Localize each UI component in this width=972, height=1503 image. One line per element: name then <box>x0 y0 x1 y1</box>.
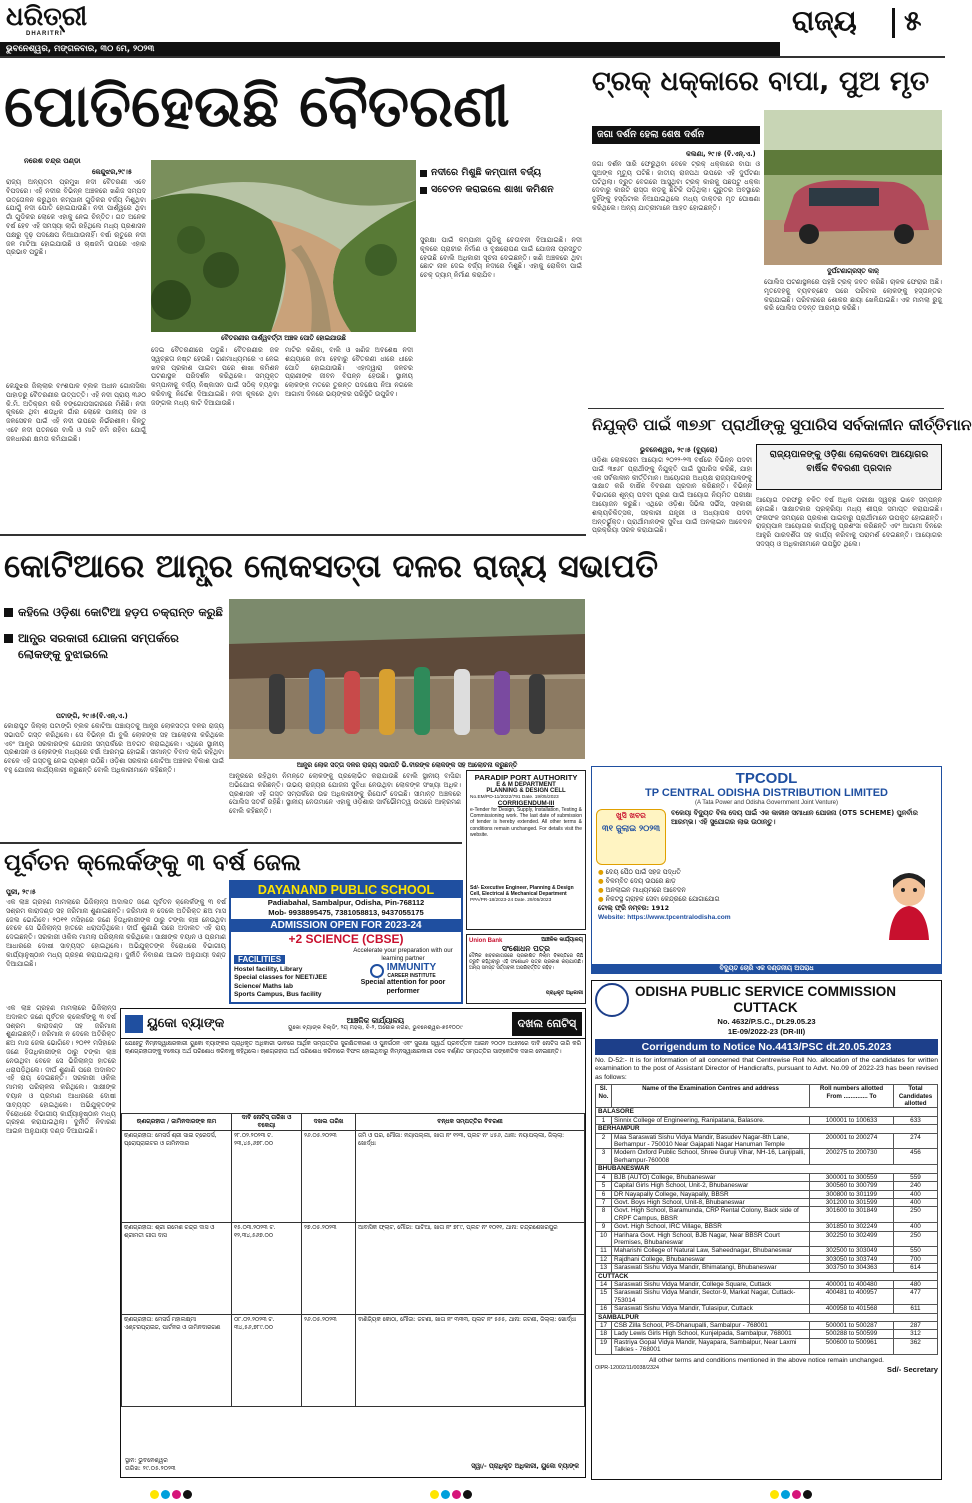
logo: ଧରିତ୍ରୀ <box>6 2 88 32</box>
immunity-logo-icon <box>370 964 384 978</box>
opsc-group-row: SAMBALPUR <box>596 1313 938 1321</box>
story5-headline: ପୂର୍ବତନ କ୍ଲେର୍କଙ୍କୁ ୩ ବର୍ଷ ଜେଲ <box>4 850 301 876</box>
table-row: 15 Saraswati Sishu Vidya Mandir, Sector-9, Markat Nagar, Cuttack-753014 400481 to 400957 477 <box>596 1289 938 1305</box>
table-row: 17 CSB Zilla School, PS-Dhanupalli, Sambalpur - 768001 500001 to 500287 287 <box>596 1322 938 1330</box>
section-name: ରାଜ୍ୟ <box>792 4 857 37</box>
page-number: ୫ <box>904 4 922 37</box>
story2-place: କଲଣା, ୨୯।୫ (ବି.ଏନ୍.ଏ.) <box>686 150 756 158</box>
story5-body: ଏକ ଲାଞ୍ଚ ଗ୍ରହଣ ମାମଲାରେ ଭିଜିଲାନ୍ସ ଅଦାଲତ ଜଣେ ପୂର୍ବତନ କ୍ଲେର୍କଙ୍କୁ ୩ ବର୍ଷ ସଶ୍ରମ କାରାଦଣ୍ଡ ସହ ଜରିମାନା ଶୁଣାଇଛନ୍ତି। ଜରିମାନା ନ ଦେଲେ ଅତିରିକ୍ତ ଛଅ ମାସ ଜେଲ ଭୋଗିବେ। ୨୦୧୧ ମସିହାରେ ଜଣେ ହିତାଧିକାରୀଙ୍କ ଠାରୁ ଟଙ୍କା ଲାଞ୍ଚ ନେଉଥିବା ବେଳେ ସେ ଭିଜିଲାନ୍ସ ହାତରେ ଧରାପଡ଼ିଥିଲେ। ଦୀର୍ଘ ଶୁଣାଣି ପରେ ଅଦାଲତ ଏହି ରାୟ ଦେଇଛନ୍ତି। ସରକାରୀ ଓକିଲ ମାମଲା ପରିଚାଳନା କରିଥିଲେ। ସାକ୍ଷୀଙ୍କ ବୟାନ ଓ ପ୍ରମାଣ ଆଧାରରେ ଦୋଷୀ ସାବ୍ୟସ୍ତ ହୋଇଥିଲେ। ଅଭିଯୁକ୍ତଙ୍କ ବିରୋଧରେ ବିଭାଗୀୟ କାର୍ଯ୍ୟାନୁଷ୍ଠାନ ମଧ୍ୟ ଗ୍ରହଣ କରାଯାଇଥିଲା। ଦୁର୍ନୀତି ନିବାରଣ ଆଇନ ଅନୁଯାୟୀ ଦଣ୍ଡ ଦିଆଯାଇଛି। <box>6 898 226 968</box>
table-row: 18 Lady Lewis Girls High School, Kunjelpada, Sambalpur, 768001 500288 to 500599 312 <box>596 1330 938 1338</box>
table-row: 5 Capital Girls High School, Unit-2, Bhubaneswar 300560 to 300799 240 <box>596 1182 938 1190</box>
table-row: 10 Harihara Govt. High School, BJB Nagar, Near BBSR Court Premises, Bhubaneswar 302250 to 302499 250 <box>596 1231 938 1247</box>
story3-body-a: ଓଡ଼ିଶା ଲୋକସେବା ଆୟୋଗ ୨୦୨୨-୨୩ ବର୍ଷରେ ବିଭିନ୍ନ ପଦବୀ ପାଇଁ ୩୭୬୮ ପ୍ରାର୍ଥୀଙ୍କୁ ନିଯୁକ୍ତି ପାଇଁ ସୁପାରିସ କରିଛି, ଯାହା ଏକ ସର୍ବକାଳୀନ କୀର୍ତ୍ତିମାନ। ଆୟୋଗର ଅଧ୍ୟକ୍ଷ ରାଜ୍ୟପାଳଙ୍କୁ ସାକ୍ଷାତ କରି ବାର୍ଷିକ ବିବରଣୀ ପ୍ରଦାନ କରିଛନ୍ତି। ବିଭିନ୍ନ ବିଭାଗରେ ଶୂନ୍ୟ ପଦବୀ ପୂରଣ ପାଇଁ ଆୟୋଗ ନିୟମିତ ପରୀକ୍ଷା ଆୟୋଜନ କରୁଛି। ଏଥିରେ ଓଡ଼ିଶା ସିଭିଲ ସର୍ଭିସ, ସହକାରୀ ଶଲ୍ୟଚିକିତ୍ସକ, ସହକାରୀ ଯନ୍ତ୍ରୀ ଓ ଅଧ୍ୟାପକ ପଦବୀ ଅନ୍ତର୍ଭୁକ୍ତ। ପ୍ରାର୍ଥୀମାନଙ୍କ ସୁବିଧା ପାଇଁ ଅନଲାଇନ ଆବେଦନ ପ୍ରକ୍ରିୟା ସରଳ କରାଯାଇଛି। <box>592 456 752 535</box>
story2-photo <box>764 110 942 265</box>
school-name: DAYANAND PUBLIC SCHOOL <box>231 882 461 898</box>
opsc-group-row: CUTTACK <box>596 1272 938 1280</box>
story2-body-a: ଜଗା ଦର୍ଶନ ସାରି ଫେରୁଥିବା ବେଳେ ଟ୍ରକ୍ ଧକ୍କାରେ ବାପା ଓ ପୁଅଙ୍କ ମୃତ୍ୟୁ ଘଟିଛି। ଜାତୀୟ ରାଜପଥ ଉପରେ ଏହି ଦୁର୍ଘଟଣା ଘଟିଥିଲା। ଦ୍ରୁତ ବେଗରେ ଆସୁଥିବା ଟ୍ରକ୍ କାରକୁ ପଛପଟୁ ଧକ୍କା ଦେବାରୁ କାରଟି ରାସ୍ତା କଡ଼କୁ ଛିଟିକି ପଡ଼ିଥିଲା। ଗୁରୁତର ଅବସ୍ଥାରେ ଦୁହିଁଙ୍କୁ ହସ୍ପିଟାଲ ନିଆଯାଇଥିଲେ ମଧ୍ୟ ଡାକ୍ତର ମୃତ ଘୋଷଣା କରିଥିଲେ। ଅନ୍ୟ ଯାତ୍ରୀମାନେ ଆହତ ହୋଇଛନ୍ତି। <box>592 160 760 212</box>
opsc-group-row: BALASORE <box>596 1108 938 1116</box>
opsc-ad: ODISHA PUBLIC SERVICE COMMISSION CUTTACK No. 4632/P.S.C., Dt.29.05.23 1E-09/2022-23 (DR-III) Corrigendum to Notice No.4413/PSC dt.20.05.2023 No. D-52:- It is for information of all concerned that Centrewise Roll No. allocation of the candidates for written examination to the post of Assistant Director of Handicrafts, pursuant to Advt. No.09 of 2022-23 has been revised as follows: Sl. No. Name of the Examination Centres and address Roll numbers allotted From .............. To Total Candidates allotted BALASORE 1 Sinnix College of Engineering, Ranipatana, Balasore. 100001 to 100633 633 BERHAMPUR 2 Maa Saraswati Sishu Vidya Mandir, Basudev Nagar-8th Lane, Berhampur - 750010 Near Gajapati Nagar Hanuman Temple 200001 to 200274 274 3 Modern Oxford Public School, Shree Guruji Vihar, NH-16, Lanjipalli, Berhampur-760008 200275 to 200730 456 BHUBANESWAR 4 BJB (AUTO) College, Bhubaneswar 300001 to 300559 559 5 Capital Girls High School, Unit-2, Bhubaneswar 300560 to 300799 240 6 DR Nayapally College, Nayapally, BBSR 300800 to 301199 400 7 Govt. Boys High School, Unit-8, Bhubaneswar 301200 to 301599 400 8 Govt. High School, Baramunda, CRP Rental Colony, Back side of CRPF Campus, BBSR 301600 to 301849 250 9 Govt. High School, IRC Village, BBSR 301850 to 302249 400 10 Harihara Govt. High School, BJB Nagar, Near BBSR Court Premises, Bhubaneswar 302250 to 302499 250 11 Maharishi College of Natural Law, Saheednagar, Bhubaneswar 302500 to 303049 550 12 Rajdhani College, Bhubaneswar 303050 to 303749 700 13 Saraswati Sishu Vidya Mandir, Bhimatangi, Bhubaneswar 303750 to 304363 614 CUTTACK 14 Saraswati Sishu Vidya Mandir, College Square, Cuttack 400001 to 400480 480 15 Saraswati Sishu Vidya Mandir, Sector-9, Markat Nagar, Cuttack-753014 400481 to 400957 477 16 Saraswati Sishu Vidya Mandir, Tulasipur, Cuttack 400958 to 401568 611 SAMBALPUR 17 CSB Zilla School, PS-Dhanupalli, Sambalpur - 768001 500001 to 500287 287 18 Lady Lewis Girls High School, Kunjelpada, Sambalpur, 768001 500288 to 500599 312 19 Rastriya Gopal Vidya Mandir, Nayapara, Sambalpur, Near Laxmi Talkies - 768001 500600 to 500961 362 All other terms and conditions mentioned in the above notice remain unchanged. OIPR-12002/11/0038/2324 Sd/- Secretary <box>591 980 942 1480</box>
story3-headline: ନିଯୁକ୍ତି ପାଇଁ ୩୭୬୮ ପ୍ରାର୍ଥୀଙ୍କୁ ସୁପାରିସ ସର୍ବକାଳୀନ କୀର୍ତ୍ତିମାନ <box>592 416 972 434</box>
uco-notice-title: ଦଖଲ ନୋଟିସ୍ <box>512 1012 582 1036</box>
dayanand-ad: DAYANAND PUBLIC SCHOOL Padiabahal, Sambalpur, Odisha, Pin-768112 Mob- 9938895475, 7381058813, 9437055175 ADMISSION OPEN FOR 2023-24 +2 SCIENCE (CBSE) FACILITIES Hostel facility, Library Special classes for NEET/JEE Science/ Maths lab Sports Campus, Bus facility Accelerate your preparation with our learning partner IMMUNITY CAREER INSTITUTE Special attention for poor performer <box>229 880 463 1004</box>
uco-ad: ୟୁକୋ ବ୍ୟାଙ୍କ ଆଞ୍ଚଳିକ କାର୍ଯ୍ୟାଳୟ ୟୁକୋ ବ୍ୟାଙ୍କ ବିଲ୍ଡିଂ, ୨ୟ ମହଲା, ବି-୨, ଅଶୋକ ନଗର, ଭୁବନେଶ୍ୱର-୭୫୧୦୦୯ ଦଖଲ ନୋଟିସ୍ ଯେହେତୁ ନିମ୍ନସ୍ୱାକ୍ଷରକାରୀ ୟୁକୋ ବ୍ୟାଙ୍କର ପ୍ରାଧିକୃତ ଅଧିକାରୀ ଭାବରେ ଆର୍ଥିକ ସମ୍ପତ୍ତିର ସୁରକ୍ଷିତକରଣ ଓ ପୁନର୍ଗଠନ ଏବଂ ସୁରକ୍ଷା ସ୍ୱାର୍ଥ ପ୍ରବର୍ତ୍ତନ ଆଇନ ୨୦୦୨ ଅଧୀନରେ ଦାବି ନୋଟିସ ଜାରି କରି ଋଣଗ୍ରହୀତାଙ୍କୁ ବକେୟା ଅର୍ଥ ପରିଶୋଧ କରିବାକୁ କହିଥିଲେ। ଋଣଗ୍ରହୀତା ଅର୍ଥ ପରିଶୋଧ କରିବାରେ ବିଫଳ ହୋଇଥିବାରୁ ନିମ୍ନସ୍ୱାକ୍ଷରକାରୀ ତଳେ ବର୍ଣ୍ଣିତ ସମ୍ପତ୍ତିର ସାଙ୍କେତିକ ଦଖଲ ନେଇଛନ୍ତି। ଋଣଗ୍ରହୀତା / ଜାମିନଦାରଙ୍କ ନାମ ଦାବି ନୋଟିସ୍ ତାରିଖ ଓ ବକେୟା ଦଖଲ ତାରିଖ ବନ୍ଧକ ସମ୍ପତ୍ତିର ବିବରଣୀ ଋଣଗ୍ରହୀତା: ମେସର୍ସ ଶ୍ରୀ ସାଇ ଟ୍ରେଡର୍ସ, ପ୍ରୋପ୍ରାଇଟର ଓ ଜାମିନଦାର ୨୮.୦୨.୨୦୨୩ ଟ. ୨୩,୪୫,୬୭୮.୦୦ ୨୬.୦୫.୨୦୨୩ ଜମି ଓ ଘର, ମୌଜା: ନୟାପଲ୍ଲୀ, ଖାତା ନଂ ୧୨୩, ପ୍ଲଟ ନଂ ୪୫୬, ଥାନା: ନୟାପଲ୍ଲୀ, ଜିଲ୍ଲା: ଖୋର୍ଦ୍ଧା ଋଣଗ୍ରହୀତା: ଶ୍ରୀ ରମେଶ ଚନ୍ଦ୍ର ଦାସ ଓ ଶ୍ରୀମତୀ ଗୀତା ଦାସ ୧୫.୦୩.୨୦୨୩ ଟ. ୧୨,୩୪,୫୬୭.୦୦ ୨୭.୦୫.୨୦୨୩ ଆବାସିକ ଫ୍ଲାଟ, ମୌଜା: ପାଟିଆ, ଖାତା ନଂ ୭୮୯, ପ୍ଲଟ ନଂ ୧୦୧୧, ଥାନା: ଚନ୍ଦ୍ରଶେଖରପୁର ଋଣଗ୍ରହୀତା: ମେସର୍ସ ମହାଲକ୍ଷ୍ମୀ ଏଣ୍ଟରପ୍ରାଇଜ, ପାର୍ଟନର ଓ ଜାମିନଦାରଗଣ ୦୮.୦୨.୨୦୨୩ ଟ. ୩୪,୫୬,୭୮୯.୦୦ ୨୬.୦୫.୨୦୨୩ ବାଣିଜ୍ୟିକ କୋଠା, ମୌଜା: ଜଟଣୀ, ଖାତା ନଂ ୩୩୩, ପ୍ଲଟ ନଂ ୫୫୫, ଥାନା: ଜଟଣୀ, ଜିଲ୍ଲା: ଖୋର୍ଦ୍ଧା ସ୍ଥାନ: ଭୁବନେଶ୍ୱର ତାରିଖ: ୨୯.୦୫.୨୦୨୩ ସ୍ୱା/- ପ୍ରାଧିକୃତ ଅଧିକାରୀ, ୟୁକୋ ବ୍ୟାଙ୍କ <box>120 1008 586 1478</box>
story4-place: ପଟାଙ୍ଗି, ୨୯।୫(ବି.ଏନ୍.ଏ.) <box>56 712 128 720</box>
section-divider <box>892 8 895 38</box>
registration-marks-mid <box>430 1484 474 1503</box>
tpcodl-point: ● ଅନଲାଇନ ମାଧ୍ୟମରେ ଆବେଦନ <box>598 886 686 894</box>
story2-caption: ଦୁର୍ଘଟଣାଗ୍ରସ୍ତ କାର୍ <box>827 267 879 275</box>
table-row: 4 BJB (AUTO) College, Bhubaneswar 300001 to 300559 559 <box>596 1173 938 1181</box>
table-row: 11 Maharishi College of Natural Law, Saheednagar, Bhubaneswar 302500 to 303049 550 <box>596 1247 938 1255</box>
opsc-title: ODISHA PUBLIC SERVICE COMMISSION <box>635 984 897 999</box>
mascot-illustration <box>877 868 941 940</box>
story1-caption: ବୈତରଣୀର ପାର୍ଶ୍ୱବର୍ତ୍ତୀ ଅଞ୍ଚଳ ପୋତି ହୋଇଯାଉଛି <box>221 334 346 342</box>
story4-headline: କୋଟିଆରେ ଆନ୍ଧ୍ର ଲୋକସତ୍ତା ଦଳର ରାଜ୍ୟ ସଭାପତି <box>4 547 659 585</box>
story4-photo <box>229 599 585 759</box>
story4-caption: ଆନ୍ଧ୍ର ଲୋକ ସତ୍ତା ଦଳର ରାଜ୍ୟ ସଭାପତି ଭି.ବୀରଙ୍କ ଲୋକଙ୍କ ସହ ଆଲୋଚନା କରୁଛନ୍ତି <box>296 761 518 769</box>
tpcodl-point: ● ବିଳମ୍ବିତ ଦେୟ ଉପରେ ଛାଡ଼ <box>598 877 676 885</box>
table-row: 2 Maa Saraswati Sishu Vidya Mandir, Basudev Nagar-8th Lane, Berhampur - 750010 Near Gajapati Nagar Hanuman Temple 200001 to 200274 274 <box>596 1133 938 1149</box>
table-row: 14 Saraswati Sishu Vidya Mandir, College Square, Cuttack 400001 to 400480 480 <box>596 1280 938 1288</box>
opsc-corrigendum: Corrigendum to Notice No.4413/PSC dt.20.05.2023 <box>595 1039 938 1055</box>
story1-body-b: କେନ୍ଦୁଝର ଜିଲ୍ଲାର ବାଂଶପାଳ ବ୍ଲକ ଅଧୀନ ଗୋନାସିକା ପାହାଡ଼ରୁ ବୈତରଣୀର ଉତ୍ପତ୍ତି। ଏହି ନଦୀ ପ୍ରାୟ ୩୬୦ କି.ମି. ଅତିକ୍ରମ କରି ବଙ୍ଗୋପସାଗରରେ ମିଶିଛି। ନଦୀ କୂଳରେ ଥିବା ଶତାଧିକ ଗାଁର ଲୋକେ ପାନୀୟ ଜଳ ଓ ଜଳସେଚନ ପାଇଁ ଏହି ନଦୀ ଉପରେ ନିର୍ଭରଶୀଳ। କିନ୍ତୁ ଏବେ ନଦୀ ପତନରେ ବାଲି ଓ ମାଟି ଜମି ରହିବା ଯୋଗୁଁ ଜଳଧାରଣ କ୍ଷମତା କମିଯାଇଛି। <box>6 382 146 443</box>
story3-place: ଭୁବନେଶ୍ୱର, ୨୯।୫ (ବ୍ୟୁରୋ) <box>640 446 718 454</box>
story4-body-b: ଆନ୍ଧ୍ରରେ ରହିଥିବା ନିମନ୍ତେ ଲୋକଙ୍କୁ ପ୍ରଲୋଭିତ କରାଯାଉଛି ବୋଲି ସ୍ଥାନୀୟ ବାସିନ୍ଦା ଅଭିଯୋଗ କରିଛନ୍ତି। ଉଭୟ ରାଜ୍ୟର ଯୋଜନା ସୁବିଧା ନେଉଥିବା ଲୋକଙ୍କ ସଂଖ୍ୟା ଅଧିକ। ପ୍ରଶାସନ ଏହି ଗସ୍ତ ସମ୍ପର୍କରେ ଉଚ୍ଚ ଅଧିକାରୀଙ୍କୁ ରିପୋର୍ଟ ଦେଇଛି। ସୀମାନ୍ତ ଅଞ୍ଚଳରେ ପୋଲିସ ସତର୍କ ରହିଛି। ସ୍ଥାନୀୟ ନେତାମାନେ ଏହାକୁ ଓଡ଼ିଶାର ସାର୍ବଭୌମତ୍ୱ ଉପରେ ଆକ୍ରମଣ ବୋଲି କହିଛନ୍ତି। <box>229 772 461 816</box>
table-row: ଋଣଗ୍ରହୀତା: ଶ୍ରୀ ରମେଶ ଚନ୍ଦ୍ର ଦାସ ଓ ଶ୍ରୀମତୀ ଗୀତା ଦାସ ୧୫.୦୩.୨୦୨୩ ଟ. ୧୨,୩୪,୫୬୭.୦୦ ୨୭.୦୫.୨୦୨୩ ଆବାସିକ ଫ୍ଲାଟ, ମୌଜା: ପାଟିଆ, ଖାତା ନଂ ୭୮୯, ପ୍ଲଟ ନଂ ୧୦୧୧, ଥାନା: ଚନ୍ଦ୍ରଶେଖରପୁର <box>122 1223 585 1315</box>
tpcodl-ad: TPCODL TP CENTRAL ODISHA DISTRIBUTION LIMITED (A Tata Power and Odisha Government Joint Venture) ଖୁସି ଖବର ୩୧ ଜୁଲାଇ ୨୦୨୩ ବକେୟା ବିଦ୍ୟୁତ ବିଲ ଦେୟ ପାଇଁ ଏକ କାଳୀନ ସମାଧାନ ଯୋଜନା (OTS SCHEME) ପୁନର୍ବାର ଆରମ୍ଭ। ଏହି ସୁଯୋଗର ଲାଭ ଉଠାନ୍ତୁ। ● ଦେୟ ପୈଠ ପାଇଁ ସହଜ ପଦ୍ଧତି ● ବିଳମ୍ବିତ ଦେୟ ଉପରେ ଛାଡ଼ ● ଅନଲାଇନ ମାଧ୍ୟମରେ ଆବେଦନ ● ନିକଟସ୍ଥ ଗ୍ରାହକ ସେବା କେନ୍ଦ୍ରରେ ଯୋଗାଯୋଗ ଟୋଲ୍ ଫ୍ରି ନମ୍ବର: 1912 Website: https://www.tpcentralodisha.com ବିଦ୍ୟୁତ ଚୋରି ଏକ ଦଣ୍ଡନୀୟ ଅପରାଧ <box>591 766 942 974</box>
registration-marks-left <box>150 1484 194 1503</box>
table-row: 9 Govt. High School, IRC Village, BBSR 301850 to 302249 400 <box>596 1223 938 1231</box>
story3-sub-box: ରାଜ୍ୟପାଳଙ୍କୁ ଓଡ଼ିଶା ଲୋକସେବା ଆୟୋଗର ବାର୍ଷିକ ବିବରଣୀ ପ୍ରଦାନ <box>756 444 942 490</box>
table-row: 6 DR Nayapally College, Nayapally, BBSR 300800 to 301199 400 <box>596 1190 938 1198</box>
registration-marks-right <box>770 1484 814 1503</box>
dateline-bar <box>0 42 780 56</box>
bullet-item: ନଦୀରେ ମିଶୁଛି କମ୍ପାନୀ ବର୍ଜ୍ୟ <box>420 166 582 179</box>
table-row: 12 Rajdhani College, Bhubaneswar 303050 to 303749 700 <box>596 1255 938 1263</box>
story1-body-e: ସୁରକ୍ଷା ପାଇଁ କମ୍ପାନୀ ଗୁଡିକୁ ଚେତାବନୀ ଦିଆଯାଇଛି। ନଦୀ କୂଳରେ ପ୍ରାଚୀର ନିର୍ମାଣ ଓ ବୃକ୍ଷରୋପଣ ପାଇଁ ଯୋଜନା ପ୍ରସ୍ତୁତ ହେଉଛି ବୋଲି ଅଧିକାରୀ ସୂଚନା ଦେଇଛନ୍ତି। ଖଣି ଅଞ୍ଚଳରେ ଥିବା ଛୋଟ ନାଳ ଦେଇ ବର୍ଜ୍ୟ ନଦୀରେ ମିଶୁଛି। ଏହାକୁ ରୋକିବା ପାଇଁ ଚେକ୍ ଡ୍ୟାମ୍ ନିର୍ମାଣ କରାଯିବ। <box>420 236 582 280</box>
story2-body-b: ପୋଲିସ ଘଟଣାସ୍ଥଳରେ ପହଞ୍ଚି ଟ୍ରକ୍ ଜବତ କରିଛି। ଚାଳକ ଫେରାର ଅଛି। ମୃତଦେହକୁ ବ୍ୟବଚ୍ଛେଦ ପରେ ପରିବାର ଲୋକଙ୍କୁ ହସ୍ତାନ୍ତର କରାଯାଇଛି। ପରିବାରରେ ଶୋକର ଛାୟା ଖେଳିଯାଇଛି। ଏକ ମାମଲା ରୁଜୁ କରି ପୋଲିସ ତଦନ୍ତ ଆରମ୍ଭ କରିଛି। <box>764 278 942 313</box>
opsc-group-row: BHUBANESWAR <box>596 1165 938 1173</box>
tpcodl-date-badge: ଖୁସି ଖବର ୩୧ ଜୁଲାଇ ୨୦୨୩ <box>596 809 666 865</box>
logo-sub: DHARITRI <box>26 31 63 37</box>
story1-place: କେନ୍ଦୁଝର,୨୯।୫ <box>92 168 132 176</box>
paradip-ad: PARADIP PORT AUTHORITY E & M DEPARTMENT PLANNING & DESIGN CELL No.EM/PD-11/2022/791 Date. 19/05/2023 CORRIGENDUM-III e-Tender for Design, Supply, Installation, Testing & Commissioning work. The last date of submission of tender is hereby extended. All other terms & conditions remain unchanged. For details visit the website. Sd/- Executive Engineer, Planning & Design Cell, Electrical & Mechanical Department PPA/PR-18/2023-24 Date. 29/05/2023 <box>466 770 586 930</box>
uco-logo-icon <box>125 1015 143 1033</box>
story4-bullets <box>4 604 224 662</box>
table-row: 13 Saraswati Sishu Vidya Mandir, Bhimatangi, Bhubaneswar 303750 to 304363 614 <box>596 1264 938 1272</box>
bullet-item: ସଚେତନ କରାଇଲେ ଶାଖା କମିଶନ <box>420 183 582 196</box>
unionbank-ad: Union Bank ଆଞ୍ଚଳିକ କାର୍ଯ୍ୟାଳୟ ସଂଶୋଧନ ପତ୍ର ଦୈନିକ ଖବରକାଗଜରେ ପ୍ରକାଶିତ ନିଲାମ ବିଜ୍ଞପ୍ତିରେ କିଛି ତ୍ରୁଟି ରହିଥିବାରୁ ଏହି ସଂଶୋଧନ ପତ୍ର ପ୍ରକାଶ କରାଯାଉଛି। ଅନ୍ୟ ସମସ୍ତ ସର୍ତ୍ତାବଳୀ ଅପରିବର୍ତ୍ତିତ ରହିବ। ପ୍ରାଧିକୃତ ଅଧିକାରୀ <box>466 934 586 1004</box>
table-row: ଋଣଗ୍ରହୀତା: ମେସର୍ସ ଶ୍ରୀ ସାଇ ଟ୍ରେଡର୍ସ, ପ୍ରୋପ୍ରାଇଟର ଓ ଜାମିନଦାର ୨୮.୦୨.୨୦୨୩ ଟ. ୨୩,୪୫,୬୭୮.୦୦ ୨୬.୦୫.୨୦୨୩ ଜମି ଓ ଘର, ମୌଜା: ନୟାପଲ୍ଲୀ, ଖାତା ନଂ ୧୨୩, ପ୍ଲଟ ନଂ ୪୫୬, ଥାନା: ନୟାପଲ୍ଲୀ, ଜିଲ୍ଲା: ଖୋର୍ଦ୍ଧା <box>122 1131 585 1223</box>
story1-photo <box>151 160 416 332</box>
table-row: 8 Govt. High School, Baramunda, CRP Rental Colony, Back side of CRPF Campus, BBSR 301600 to 301849 250 <box>596 1207 938 1223</box>
tpcodl-point: ● ନିକଟସ୍ଥ ଗ୍ରାହକ ସେବା କେନ୍ଦ୍ରରେ ଯୋଗାଯୋଗ <box>598 895 720 903</box>
story3-body-b: ଆୟୋଗ ତରଫରୁ ଚଳିତ ବର୍ଷ ଅଧିକ ପରୀକ୍ଷା ସ୍ୱଚ୍ଛ ଭାବେ ସମ୍ପନ୍ନ ହୋଇଛି। ସାକ୍ଷାତକାର ପ୍ରକ୍ରିୟା ମଧ୍ୟ ଶୀଘ୍ର ସମାପ୍ତ କରାଯାଇଛି। ଫଳାଫଳ ସମୟରେ ପ୍ରକାଶ ପାଇବାରୁ ପ୍ରାର୍ଥୀମାନେ ଉପକୃତ ହୋଇଛନ୍ତି। ରାଜ୍ୟପାଳ ଆୟୋଗର କାର୍ଯ୍ୟକୁ ପ୍ରଶଂସା କରିଛନ୍ତି ଏବଂ ଆଗାମୀ ଦିନରେ ଆହୁରି ପାରଦର୍ଶିତା ସହ କାର୍ଯ୍ୟ କରିବାକୁ ପରାମର୍ଶ ଦେଇଛନ୍ତି। ଆୟୋଗର ସଦସ୍ୟ ଓ ଅଧିକାରୀମାନେ ଉପସ୍ଥିତ ଥିଲେ। <box>756 496 942 548</box>
opsc-table: Sl. No. Name of the Examination Centres and address Roll numbers allotted From .............. To Total Candidates allotted BALASORE 1 Sinnix College of Engineering, Ranipatana, Balasore. 100001 to 100633 633 BERHAMPUR 2 Maa Saraswati Sishu Vidya Mandir, Basudev Nagar-8th Lane, Berhampur - 750010 Near Gajapati Nagar Hanuman Temple 200001 to 200274 274 3 Modern Oxford Public School, Shree Guruji Vihar, NH-16, Lanjipalli, Berhampur-760008 200275 to 200730 456 BHUBANESWAR 4 BJB (AUTO) College, Bhubaneswar 300001 to 300559 559 5 Capital Girls High School, Unit-2, Bhubaneswar 300560 to 300799 240 6 DR Nayapally College, Nayapally, BBSR 300800 to 301199 400 7 Govt. Boys High School, Unit-8, Bhubaneswar 301200 to 301599 400 8 Govt. High School, Baramunda, CRP Rental Colony, Back side of CRPF Campus, BBSR 301600 to 301849 250 9 Govt. High School, IRC Village, BBSR 301850 to 302249 400 10 Harihara Govt. High School, BJB Nagar, Near BBSR Court Premises, Bhubaneswar 302250 to 302499 250 11 Maharishi College of Natural Law, Saheednagar, Bhubaneswar 302500 to 303049 550 12 Rajdhani College, Bhubaneswar 303050 to 303749 700 13 Saraswati Sishu Vidya Mandir, Bhimatangi, Bhubaneswar 303750 to 304363 614 CUTTACK 14 Saraswati Sishu Vidya Mandir, College Square, Cuttack 400001 to 400480 480 15 Saraswati Sishu Vidya Mandir, Sector-9, Markat Nagar, Cuttack-753014 400481 to 400957 477 16 Saraswati Sishu Vidya Mandir, Tulasipur, Cuttack 400958 to 401568 611 SAMBALPUR 17 CSB Zilla School, PS-Dhanupalli, Sambalpur - 768001 500001 to 500287 287 18 Lady Lewis Girls High School, Kunjelpada, Sambalpur, 768001 500288 to 500599 312 19 Rastriya Gopal Vidya Mandir, Nayapara, Sambalpur, Near Laxmi Talkies - 768001 500600 to 500961 362 <box>595 1084 938 1354</box>
uco-table: ଋଣଗ୍ରହୀତା / ଜାମିନଦାରଙ୍କ ନାମ ଦାବି ନୋଟିସ୍ ତାରିଖ ଓ ବକେୟା ଦଖଲ ତାରିଖ ବନ୍ଧକ ସମ୍ପତ୍ତିର ବିବରଣୀ ଋଣଗ୍ରହୀତା: ମେସର୍ସ ଶ୍ରୀ ସାଇ ଟ୍ରେଡର୍ସ, ପ୍ରୋପ୍ରାଇଟର ଓ ଜାମିନଦାର ୨୮.୦୨.୨୦୨୩ ଟ. ୨୩,୪୫,୬୭୮.୦୦ ୨୬.୦୫.୨୦୨୩ ଜମି ଓ ଘର, ମୌଜା: ନୟାପଲ୍ଲୀ, ଖାତା ନଂ ୧୨୩, ପ୍ଲଟ ନଂ ୪୫୬, ଥାନା: ନୟାପଲ୍ଲୀ, ଜିଲ୍ଲା: ଖୋର୍ଦ୍ଧା ଋଣଗ୍ରହୀତା: ଶ୍ରୀ ରମେଶ ଚନ୍ଦ୍ର ଦାସ ଓ ଶ୍ରୀମତୀ ଗୀତା ଦାସ ୧୫.୦୩.୨୦୨୩ ଟ. ୧୨,୩୪,୫୬୭.୦୦ ୨୭.୦୫.୨୦୨୩ ଆବାସିକ ଫ୍ଲାଟ, ମୌଜା: ପାଟିଆ, ଖାତା ନଂ ୭୮୯, ପ୍ଲଟ ନଂ ୧୦୧୧, ଥାନା: ଚନ୍ଦ୍ରଶେଖରପୁର ଋଣଗ୍ରହୀତା: ମେସର୍ସ ମହାଲକ୍ଷ୍ମୀ ଏଣ୍ଟରପ୍ରାଇଜ, ପାର୍ଟନର ଓ ଜାମିନଦାରଗଣ ୦୮.୦୨.୨୦୨୩ ଟ. ୩୪,୫୬,୭୮୯.୦୦ ୨୬.୦୫.୨୦୨୩ ବାଣିଜ୍ୟିକ କୋଠା, ମୌଜା: ଜଟଣୀ, ଖାତା ନଂ ୩୩୩, ପ୍ଲଟ ନଂ ୫୫୫, ଥାନା: ଜଟଣୀ, ଜିଲ୍ଲା: ଖୋର୍ଦ୍ଧା <box>121 1113 585 1407</box>
table-row: 7 Govt. Boys High School, Unit-8, Bhubaneswar 301200 to 301599 400 <box>596 1198 938 1206</box>
story5-body-cont: ଏକ ଲାଞ୍ଚ ଗ୍ରହଣ ମାମଲାରେ ଭିଜିଲାନ୍ସ ଅଦାଲତ ଜଣେ ପୂର୍ବତନ କ୍ଲେର୍କଙ୍କୁ ୩ ବର୍ଷ ସଶ୍ରମ କାରାଦଣ୍ଡ ସହ ଜରିମାନା ଶୁଣାଇଛନ୍ତି। ଜରିମାନା ନ ଦେଲେ ଅତିରିକ୍ତ ଛଅ ମାସ ଜେଲ ଭୋଗିବେ। ୨୦୧୧ ମସିହାରେ ଜଣେ ହିତାଧିକାରୀଙ୍କ ଠାରୁ ଟଙ୍କା ଲାଞ୍ଚ ନେଉଥିବା ବେଳେ ସେ ଭିଜିଲାନ୍ସ ହାତରେ ଧରାପଡ଼ିଥିଲେ। ଦୀର୍ଘ ଶୁଣାଣି ପରେ ଅଦାଲତ ଏହି ରାୟ ଦେଇଛନ୍ତି। ସରକାରୀ ଓକିଲ ମାମଲା ପରିଚାଳନା କରିଥିଲେ। ସାକ୍ଷୀଙ୍କ ବୟାନ ଓ ପ୍ରମାଣ ଆଧାରରେ ଦୋଷୀ ସାବ୍ୟସ୍ତ ହୋଇଥିଲେ। ଅଭିଯୁକ୍ତଙ୍କ ବିରୋଧରେ ବିଭାଗୀୟ କାର୍ଯ୍ୟାନୁଷ୍ଠାନ ମଧ୍ୟ ଗ୍ରହଣ କରାଯାଇଥିଲା। ଦୁର୍ନୀତି ନିବାରଣ ଆଇନ ଅନୁଯାୟୀ ଦଣ୍ଡ ଦିଆଯାଇଛି। <box>6 1004 116 1136</box>
opsc-group-row: BERHAMPUR <box>596 1125 938 1133</box>
bullet-item: ଆନ୍ଧ୍ର ସରକାରୀ ଯୋଜନା ସମ୍ପର୍କରେ ଲୋକଙ୍କୁ ବୁଝାଇଲେ <box>4 630 224 662</box>
story1-bullets <box>420 166 582 196</box>
bullet-item: କହିଲେ ଓଡ଼ିଶା କୋଟିଆ ହଡ଼ପ ଚକ୍ରାନ୍ତ କରୁଛି <box>4 604 224 620</box>
story4-body-a: କୋରାପୁଟ ଜିଲ୍ଲା ପଟାଙ୍ଗି ବ୍ଲକ କୋଟିଆ ପଞ୍ଚାୟତକୁ ଆନ୍ଧ୍ର ଲୋକସତ୍ତା ଦଳର ରାଜ୍ୟ ସଭାପତି ଗସ୍ତ କରିଥିଲେ। ସେ ବିଭିନ୍ନ ଗାଁ ବୁଲି ଲୋକଙ୍କ ସହ ଆଲୋଚନା କରିଥିଲେ ଏବଂ ଆନ୍ଧ୍ର ସରକାରଙ୍କ ଯୋଜନା ସମ୍ପର୍କରେ ଅବଗତ କରାଇଥିଲେ। ଏଥିରେ ସ୍ଥାନୀୟ ପ୍ରଶାସନ ଓ ଲୋକଙ୍କ ମଧ୍ୟରେ ଚର୍ଚ୍ଚା ଆରମ୍ଭ ହୋଇଛି। ସୀମାନ୍ତ ବିବାଦ ଲାଗି ରହିଥିବା ବେଳେ ଏହି ଗସ୍ତକୁ ନେଇ ପ୍ରଶ୍ନ ଉଠିଛି। ଓଡ଼ିଶା ସରକାର କୋଟିଆ ଅଞ୍ଚଳର ବିକାଶ ପାଇଁ ବହୁ ଯୋଜନା କାର୍ଯ୍ୟକାରୀ କରୁଛନ୍ତି ବୋଲି ଅଧିକାରୀମାନେ କହିଛନ୍ତି। <box>4 722 224 774</box>
story1-byline: ନରେଶ ଚନ୍ଦ୍ର ପଣ୍ଡା <box>24 157 81 165</box>
paradip-org: PARADIP PORT AUTHORITY <box>474 773 578 782</box>
table-row: 3 Modern Oxford Public School, Shree Guruji Vihar, NH-16, Lanjipalli, Berhampur-760008 200275 to 200730 456 <box>596 1149 938 1165</box>
dateline: ଭୁବନେଶ୍ୱର, ମଙ୍ଗଳବାର, ୩୦ ମେ, ୨୦୨୩ <box>6 44 155 54</box>
story5-place: ପୁରୀ, ୨୯।୫ <box>6 888 36 896</box>
table-row: 1 Sinnix College of Engineering, Ranipatana, Balasore. 100001 to 100633 633 <box>596 1116 938 1124</box>
story1-body-c: ଦେଇ ବୈତରଣୀରେ ପଡୁଛି। ବୈତରଣୀର ଜଳ ସ୍ୱଚ୍ଛତା ନଷ୍ଟ ହେଉଛି। ଗଣମାଧ୍ୟମରେ ଏ ନେଇ ଖବର ପ୍ରକାଶ ପାଇବା ପରେ ଶାଖା କମିଶନ ଘଟଣାସ୍ଥଳ ପରିଦର୍ଶନ କରିଥିଲେ। ସମ୍ପୃକ୍ତ କମ୍ପାନୀକୁ ବର୍ଜ୍ୟ ନିଷ୍କାସନ ପାଇଁ ସଠିକ୍ ବ୍ୟବସ୍ଥା କରିବାକୁ ନିର୍ଦ୍ଦେଶ ଦିଆଯାଇଛି। ନଦୀ କୂଳରେ ଥିବା ଜଙ୍ଗଲ ମଧ୍ୟ କାଟି ଦିଆଯାଉଛି। <box>151 346 279 407</box>
story1-body-d: ମାଟିର କଣିକା, ବାଲି ଓ ଖଣିଜ ଅବଶେଷ ନଦୀ ଶଯ୍ୟାରେ ଜମା ହେବାରୁ ବୈତରଣୀ ଧୀରେ ଧୀରେ ପୋତି ହୋଇଯାଉଛି। ଏହାଦ୍ୱାରା ଜଳଚର ପ୍ରାଣୀଙ୍କ ଜୀବନ ବିପନ୍ନ ହେଉଛି। ସ୍ଥାନୀୟ ଲୋକଙ୍କ ମତରେ ତୁରନ୍ତ ପଦକ୍ଷେପ ନିଆ ନଗଲେ ଆଗାମୀ ଦିନରେ ଭୟଙ୍କର ପରିସ୍ଥିତି ଉପୁଜିବ। <box>285 346 413 398</box>
opsc-emblem-icon <box>595 983 629 1017</box>
table-row: 16 Saraswati Sishu Vidya Mandir, Tulasipur, Cuttack 400958 to 401568 611 <box>596 1305 938 1313</box>
tpcodl-logo: TPCODL <box>735 770 798 787</box>
union-bank-logo: Union Bank <box>469 937 503 944</box>
tpcodl-point: ● ଦେୟ ପୈଠ ପାଇଁ ସହଜ ପଦ୍ଧତି <box>598 868 681 876</box>
table-row: ଋଣଗ୍ରହୀତା: ମେସର୍ସ ମହାଲକ୍ଷ୍ମୀ ଏଣ୍ଟରପ୍ରାଇଜ, ପାର୍ଟନର ଓ ଜାମିନଦାରଗଣ ୦୮.୦୨.୨୦୨୩ ଟ. ୩୪,୫୬,୭୮୯.୦୦ ୨୬.୦୫.୨୦୨୩ ବାଣିଜ୍ୟିକ କୋଠା, ମୌଜା: ଜଟଣୀ, ଖାତା ନଂ ୩୩୩, ପ୍ଲଟ ନଂ ୫୫୫, ଥାନା: ଜଟଣୀ, ଜିଲ୍ଲା: ଖୋର୍ଦ୍ଧା <box>122 1315 585 1407</box>
story2-kicker-box: ଜଗା ଦର୍ଶନ ହେଲା ଶେଷ ଦର୍ଶନ <box>592 126 760 144</box>
story1-body-a: ରାଜ୍ୟ ଅନ୍ୟତମ ପ୍ରମୁଖ ନଦୀ ବୈତରଣୀ ଏବେ ବିପଦରେ। ଏହି ନଦୀର ବିଭିନ୍ନ ଅଞ୍ଚଳରେ ଖଣିଜ ସମ୍ପଦ ଉତ୍ତୋଳନ କରୁଥିବା କମ୍ପାନୀ ଗୁଡିକର ବର୍ଜ୍ୟ ମିଶୁଥିବା ଯୋଗୁଁ ନଦୀ ପୋତି ହୋଇଯାଉଛି। ନଦୀ ପାର୍ଶ୍ୱରେ ଥିବା ଗାଁ ଗୁଡିକର ଲୋକେ ଏହାକୁ ନେଇ ଚିନ୍ତିତ। ଗତ ଅନେକ ବର୍ଷ ହେବ ଏହି ସମସ୍ୟା ଲାଗି ରହିଥିଲେ ମଧ୍ୟ ପ୍ରଶାସନ ପକ୍ଷରୁ ଦୃଢ଼ ପଦକ୍ଷେପ ନିଆଯାଉନାହିଁ। ବର୍ଷା ଋତୁରେ ନଦୀ ଜଳ ମାଟିଆ ହୋଇଯାଉଛି ଓ ଚାଷଜମି ଉପରେ ଏହାର ପ୍ରଭାବ ପଡୁଛି। <box>6 178 146 257</box>
story2-headline: ଟ୍ରକ୍ ଧକ୍କାରେ ବାପା, ପୁଅ ମୃତ <box>592 66 930 97</box>
story1-headline: ପୋତିହେଉଛି ବୈତରଣୀ <box>4 72 510 140</box>
table-row: 19 Rastriya Gopal Vidya Mandir, Nayapara, Sambalpur, Near Laxmi Talkies - 768001 500600 to 500961 362 <box>596 1338 938 1354</box>
